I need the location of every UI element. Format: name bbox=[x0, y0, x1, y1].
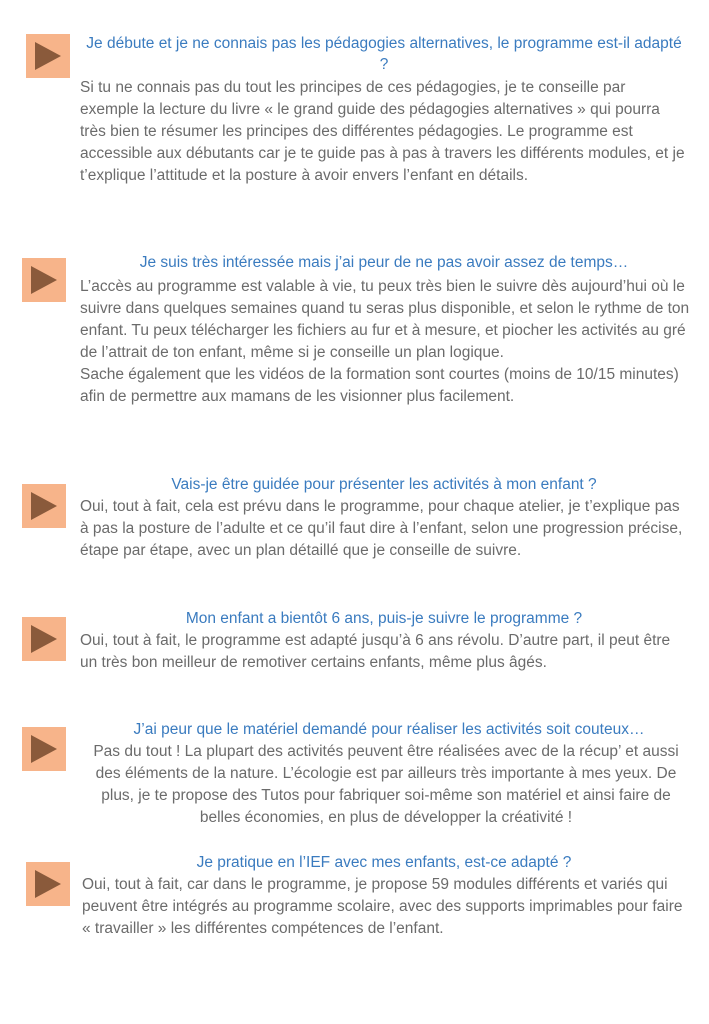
play-arrow-icon bbox=[22, 617, 66, 661]
play-arrow-icon bbox=[26, 862, 70, 906]
faq-question: Je pratique en l’IEF avec mes enfants, est-ce adapté ? bbox=[196, 854, 572, 871]
faq-question: Mon enfant a bientôt 6 ans, puis-je suivre le programme ? bbox=[185, 610, 583, 627]
faq-question: Vais-je être guidée pour présenter les activités à mon enfant ? bbox=[171, 476, 597, 493]
faq-answer: L’accès au programme est valable à vie, tu peux très bien le suivre dès aujourd’hui où le suivre dans quelques semaines quand tu seras plus disponible, et selon le rythme de ton enfant. Tu peux télécharger les fichiers au fur et à mesure, et piocher les activités au gré de l’attrait de ton enfant, même si je conseille un plan logique. Sache également que les vidéos de la formation sont courtes (moins de 10/15 minutes) afin de permettre aux mamans de les visionner plus facilement. bbox=[80, 278, 690, 405]
play-arrow-icon bbox=[26, 34, 70, 78]
play-arrow-icon bbox=[22, 727, 66, 771]
faq-answer: Pas du tout ! La plupart des activités peuvent être réalisées avec de la récup’ et aussi des éléments de la nature. L’écologie est par ailleurs très importante à mes yeux. De plus, je te propose des Tutos pour fabriquer soi-même son matériel et ainsi faire de belles économies, en plus de développer la créativité ! bbox=[93, 743, 679, 826]
faq-question: J’ai peur que le matériel demandé pour réaliser les activités soit couteux… bbox=[133, 721, 645, 738]
faq-answer: Oui, tout à fait, le programme est adapté jusqu’à 6 ans révolu. D’autre part, il peut être un très bon meilleur de remotiver certains enfants, même plus âgés. bbox=[80, 632, 671, 671]
faq-question: Je suis très intéressée mais j’ai peur de ne pas avoir assez de temps… bbox=[139, 254, 629, 271]
faq-answer: Oui, tout à fait, car dans le programme, je propose 59 modules différents et variés qui peuvent être intégrés au programme scolaire, avec des supports imprimables pour faire « travailler » les différentes compétences de l’enfant. bbox=[82, 876, 683, 937]
faq-answer: Oui, tout à fait, cela est prévu dans le programme, pour chaque atelier, je t’explique pas à pas la posture de l’adulte et ce qu’il faut dire à l’enfant, selon une progression précise, étape par étape, avec un plan détaillé que je conseille de suivre. bbox=[80, 498, 683, 559]
play-arrow-icon bbox=[22, 258, 66, 302]
play-arrow-icon bbox=[22, 484, 66, 528]
faq-answer: Si tu ne connais pas du tout les principes de ces pédagogies, je te conseille par exemple la lecture du livre « le grand guide des pédagogies alternatives » qui pourra très bien te résumer les principes des différentes pédagogies. Le programme est accessible aux débutants car je te guide pas à pas à travers les différents modules, et je t’explique l’attitude et la posture à avoir envers l’enfant en détails. bbox=[80, 79, 685, 184]
faq-question: Je débute et je ne connais pas les pédagogies alternatives, le programme est-il adapté ? bbox=[86, 35, 682, 73]
